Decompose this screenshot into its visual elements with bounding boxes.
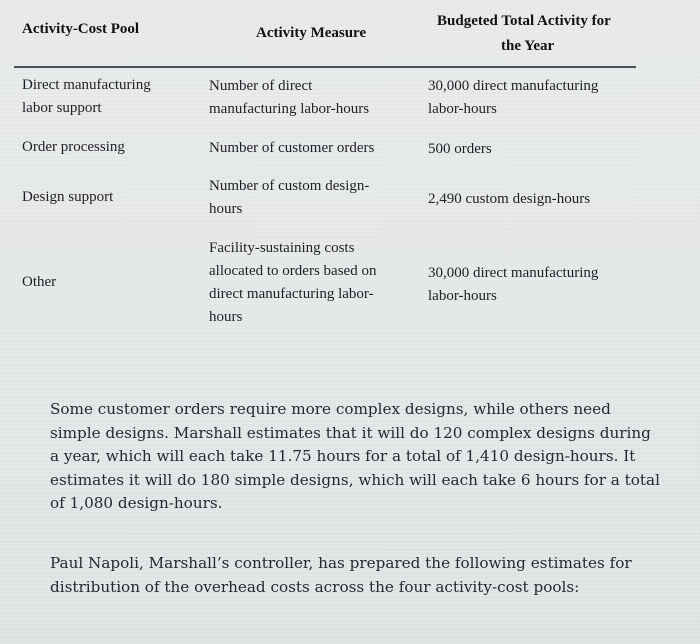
paragraph-design-estimates: Some customer orders require more complex designs, while others need simple designs. Marshall estimates that it will do 120 complex designs during a year, which will each take 11.75 hours for a total of 1,410 design-hours. It estimates it will do 180 simple designs, which will each take 6 hours for a total of 1,080 design-hours.	[50, 400, 660, 512]
row3-measure: Number of custom design- hours	[209, 178, 370, 217]
row1-measure: Number of direct manufacturing labor-hours	[209, 78, 370, 117]
row4-pool: Other	[22, 274, 57, 290]
header-activity-measure: Activity Measure	[256, 25, 367, 41]
row1-pool: Direct manufacturing labor support	[22, 77, 151, 116]
row3-budget: 2,490 custom design-hours	[428, 191, 591, 207]
row2-pool: Order processing	[22, 139, 125, 155]
row3-pool: Design support	[22, 189, 114, 205]
row2-budget: 500 orders	[428, 141, 492, 157]
paragraph-controller-estimates: Paul Napoli, Marshall’s controller, has prepared the following estimates for distribution of the overhead costs across the four activity-cost pools:	[50, 554, 632, 596]
header-activity-cost-pool: Activity-Cost Pool	[22, 21, 140, 37]
row4-measure: Facility-sustaining costs allocated to orders based on direct manufacturing labor- hours	[209, 240, 377, 325]
header-budgeted-total-line1: Budgeted Total Activity for	[437, 13, 611, 29]
row4-budget: 30,000 direct manufacturing labor-hours	[428, 265, 599, 304]
header-budgeted-total-line2: the Year	[501, 38, 555, 54]
row2-measure: Number of customer orders	[209, 140, 375, 156]
row1-budget: 30,000 direct manufacturing labor-hours	[428, 78, 599, 117]
header-rule	[14, 66, 636, 68]
